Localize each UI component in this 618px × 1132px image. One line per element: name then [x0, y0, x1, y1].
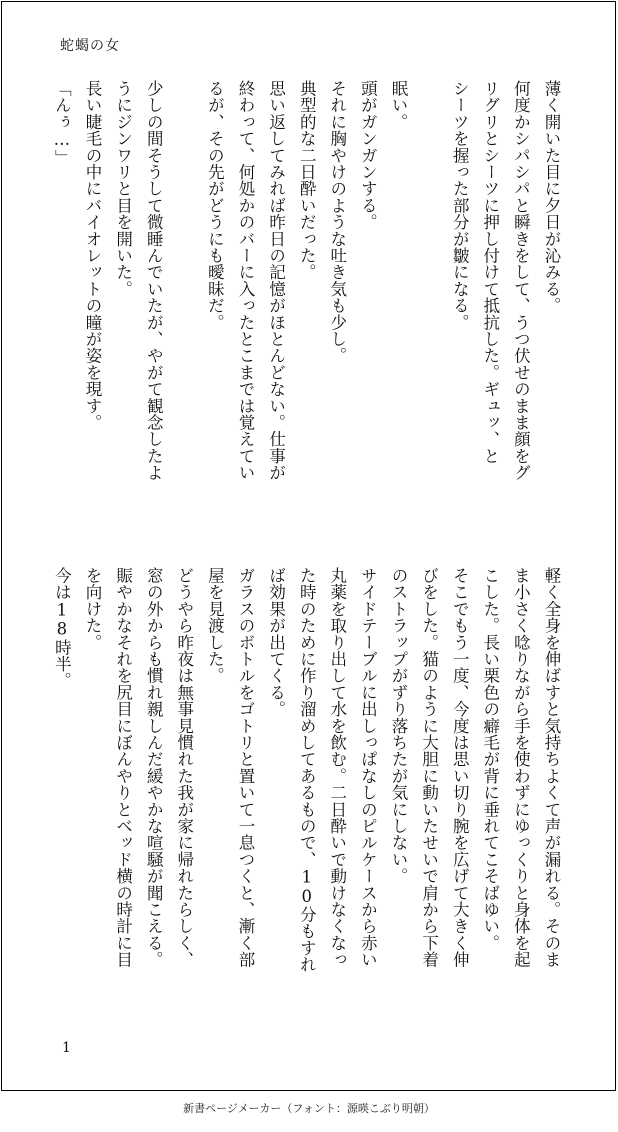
text-line: 屋を見渡した。 [205, 567, 225, 684]
text-line: リグリとシーツに押し付けて抵抗した。ギュッ、と [480, 80, 500, 465]
text-column-top [2, 80, 562, 500]
text-line: た時のために作り溜めしてあるもので、10分もすれ [297, 567, 317, 973]
book-title: 蛇蝎の女 [60, 38, 120, 54]
text-line: びをした。猫のように大胆に動いたせいで肩から下着 [419, 567, 439, 968]
text-line: 窓の外からも慣れ親しんだ緩やかな喧騒が聞こえる。 [144, 567, 164, 968]
text-line: 「んぅ…」 [52, 80, 72, 166]
text-line: 長い睫毛の中にバイオレットの瞳が姿を現す。 [83, 80, 102, 431]
text-line: 頭がガンガンする。 [358, 80, 378, 231]
text-line: 賑やかなそれを尻目にぼんやりとベッド横の時計に目 [113, 567, 133, 968]
text-line: 何度かシパシパと瞬きをして、うつ伏せのまま顔をグ [511, 80, 531, 481]
text-line: どうやら昨夜は無事見慣れた我が家に帰れたらしく、 [174, 567, 194, 968]
text-line: うにジンワリと目を開いた。 [113, 80, 133, 298]
blank-line [173, 80, 195, 520]
text-line: 典型的な二日酔いだった。 [297, 80, 317, 281]
text-line: 今は18時半。 [52, 567, 72, 689]
text-line: ば効果が出てくる。 [266, 567, 286, 718]
text-line: そこでもう一度、今度は思い切り腕を広げて大きく伸 [450, 567, 470, 968]
text-line: のストラップがずり落ちたが気にしない。 [389, 567, 408, 885]
text-line: それに胸やけのような吐き気も少し。 [327, 80, 347, 364]
text-line: ガラスのボトルをゴトリと置いて一息つくと、漸く部 [236, 567, 255, 968]
text-line: シーツを握った部分が皺になる。 [450, 80, 470, 331]
text-line: ま小さく唸りながら手を使わずにゆっくりと身体を起 [511, 567, 531, 968]
text-line: サイドテーブルに出しっぱなしのピルケースから赤い [358, 567, 378, 968]
text-line: を向けた。 [83, 567, 102, 651]
text-line: 眠い。 [389, 80, 408, 131]
text-column-bottom [2, 567, 562, 987]
footer-credit: 新書ページメーカー（フォント：源暎こぶり明朝） [183, 1102, 435, 1115]
blank-line [418, 80, 440, 520]
text-line: るが、その先がどうにも曖昧だ。 [205, 80, 225, 331]
page-number: 1 [62, 1040, 71, 1056]
text-line: 少しの間そうして微睡んでいたが、やがて観念したよ [144, 80, 164, 481]
text-line: 薄く開いた目に夕日が沁みる。 [542, 80, 561, 314]
book-page [1, 1, 616, 1091]
text-line: 丸薬を取り出して水を飲む。二日酔いで動けなくなっ [327, 567, 347, 968]
text-line: こした。長い栗色の癖毛が背に垂れてこそばゆい。 [480, 567, 500, 952]
text-line: 軽く全身を伸ばすと気持ちよくて声が漏れる。そのま [542, 567, 561, 968]
text-line: 終わって、何処かのバーに入ったとこまでは覚えてい [236, 80, 255, 481]
text-line: 思い返してみれば昨日の記憶がほとんどない。仕事が [266, 80, 286, 481]
